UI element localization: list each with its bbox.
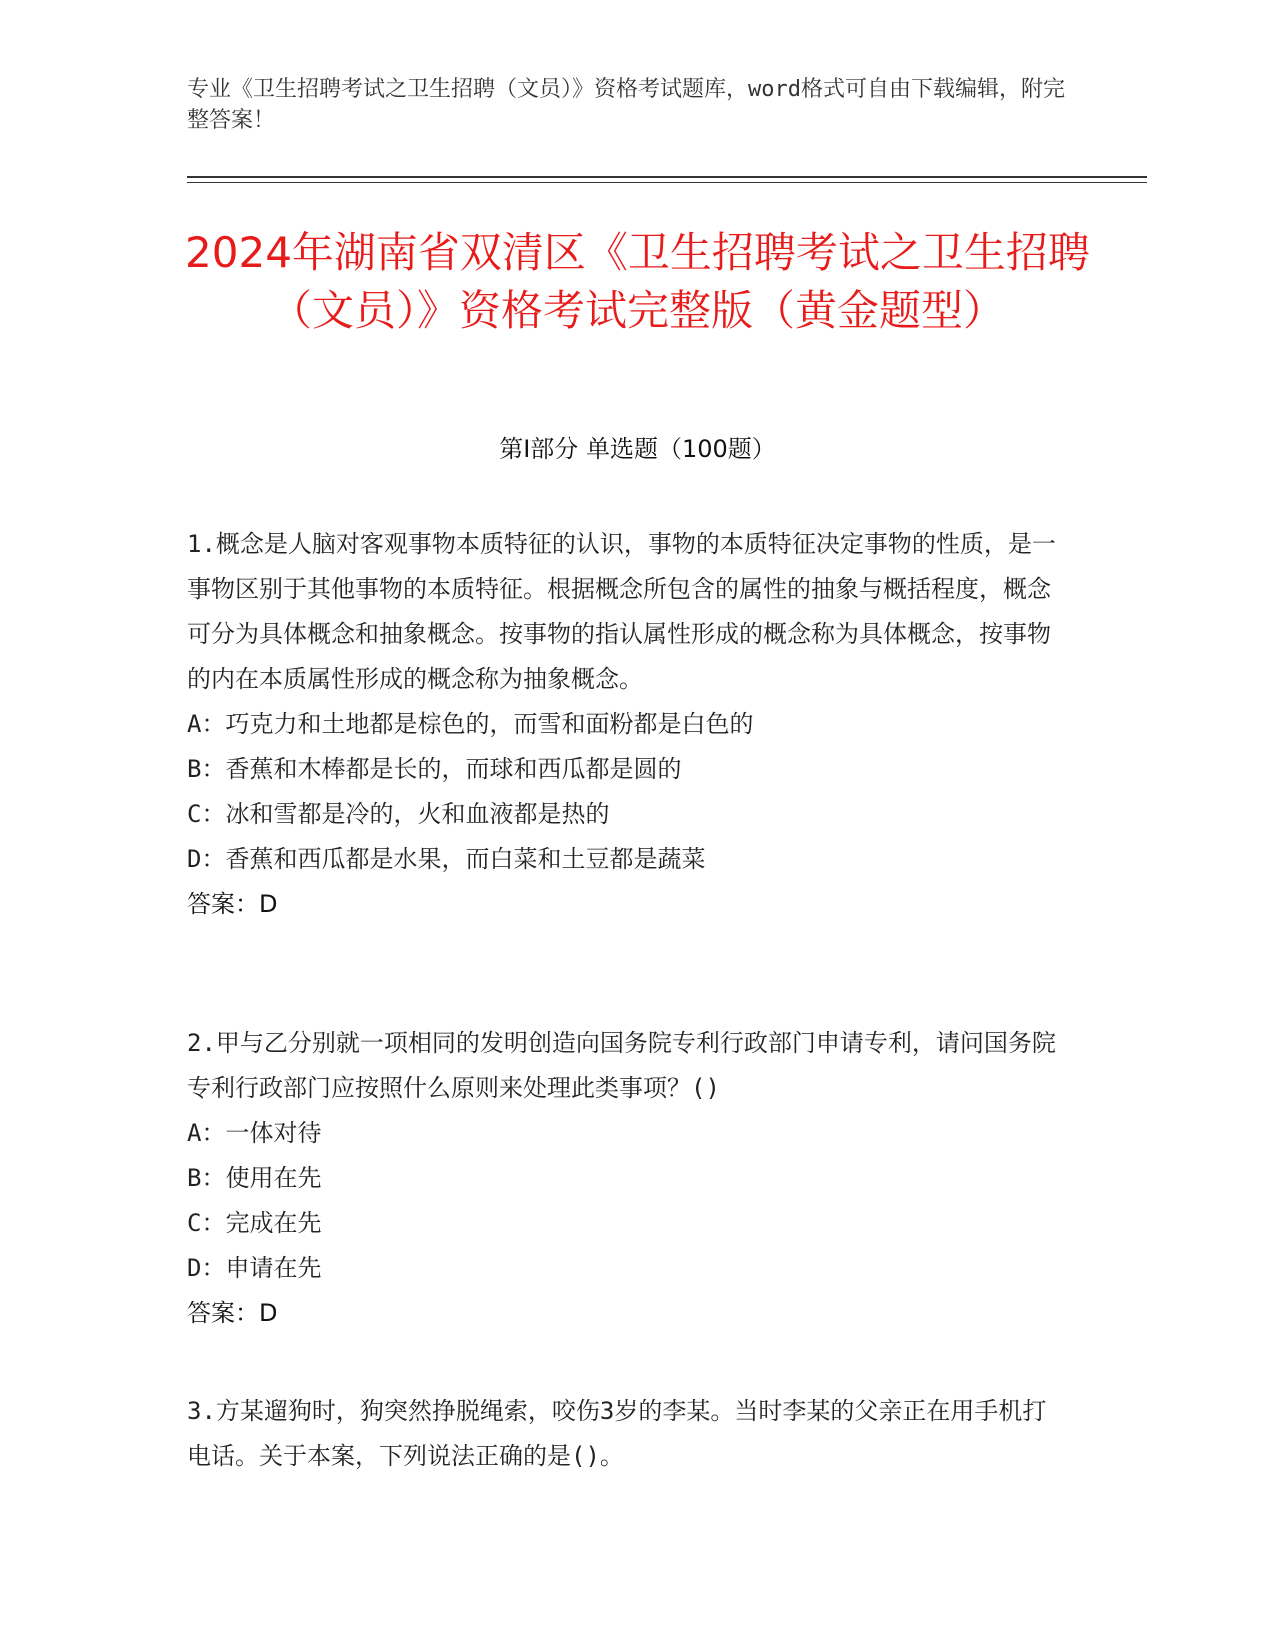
option-b: B：使用在先 — [187, 1164, 322, 1192]
option-c: C：完成在先 — [187, 1209, 322, 1237]
header-divider-thick — [187, 176, 1147, 178]
answer: 答案：D — [187, 1299, 278, 1327]
option-a: A：一体对待 — [187, 1119, 322, 1147]
section-heading: 第I部分 单选题（100题） — [499, 435, 776, 463]
question-2 — [187, 1021, 1057, 1336]
question-1 — [187, 522, 1057, 927]
answer: 答案：D — [187, 890, 278, 918]
document-title: 2024年湖南省双清区《卫生招聘考试之卫生招聘（文员）》资格考试完整版（黄金题型） — [185, 228, 1090, 335]
option-c: C：冰和雪都是冷的，火和血液都是热的 — [187, 800, 610, 828]
question-stem: 1.概念是人脑对客观事物本质特征的认识，事物的本质特征决定事物的性质，是一事物区别于其他事物的本质特征。根据概念所包含的属性的抽象与概括程度，概念可分为具体概念和抽象概念。按事物的指认属性形成的概念称为具体概念，按事物的内在本质属性形成的概念称为抽象概念。 — [187, 530, 1056, 693]
option-d: D：香蕉和西瓜都是水果，而白菜和土豆都是蔬菜 — [187, 845, 706, 873]
question-3 — [187, 1389, 1057, 1479]
question-stem: 3.方某遛狗时，狗突然挣脱绳索，咬伤3岁的李某。当时李某的父亲正在用手机打电话。关于本案，下列说法正确的是()。 — [187, 1397, 1047, 1470]
option-b: B：香蕉和木棒都是长的，而球和西瓜都是圆的 — [187, 755, 682, 783]
header-note: 专业《卫生招聘考试之卫生招聘（文员）》资格考试题库，word格式可自由下载编辑，附完整答案！ — [187, 77, 1065, 133]
option-a: A：巧克力和土地都是棕色的，而雪和面粉都是白色的 — [187, 710, 754, 738]
header-divider-thin — [187, 182, 1147, 183]
question-stem: 2.甲与乙分别就一项相同的发明创造向国务院专利行政部门申请专利，请问国务院专利行政部门应按照什么原则来处理此类事项？() — [187, 1029, 1056, 1102]
option-d: D：申请在先 — [187, 1254, 322, 1282]
